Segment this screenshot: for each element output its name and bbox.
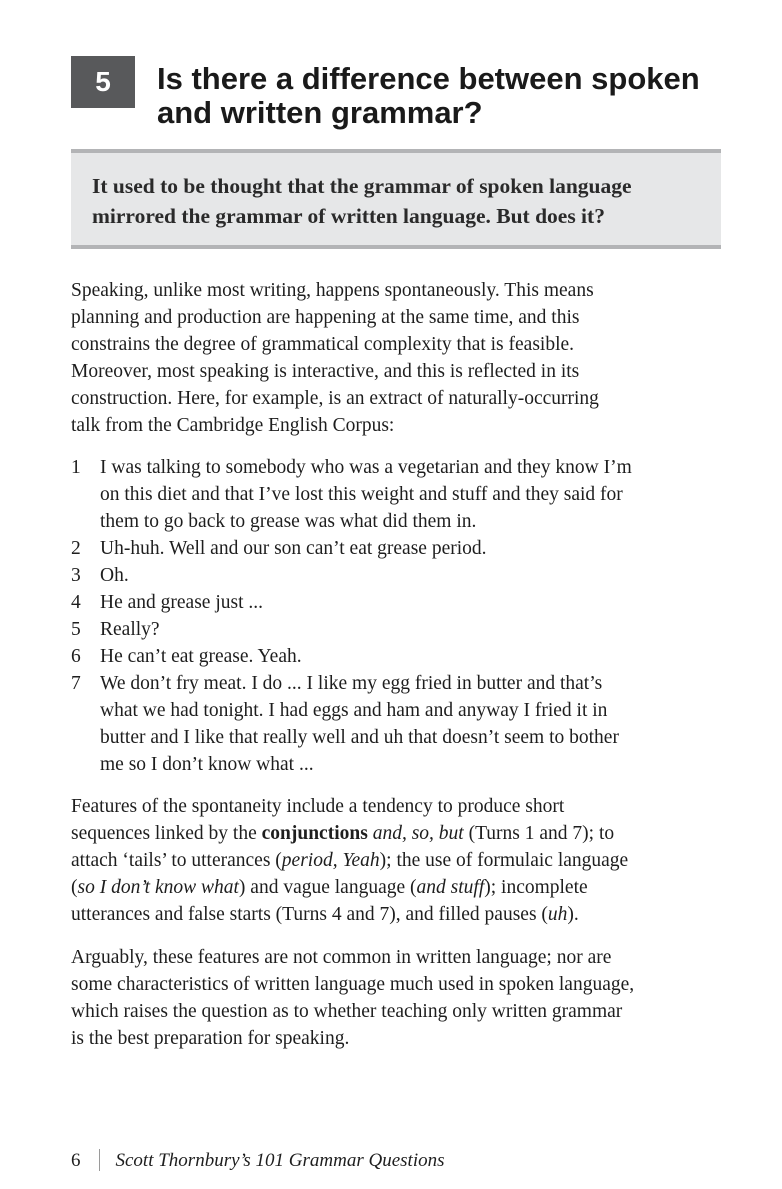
turn-line: on this diet and that I’ve lost this weight and stuff and they said for [100, 484, 623, 505]
text-run: ); incomplete [484, 877, 588, 898]
intro-box [71, 149, 721, 249]
transcript-turn [71, 616, 741, 643]
chapter-title-line: Is there a difference between spoken [157, 61, 700, 96]
footer-divider [99, 1149, 100, 1171]
turn-number: 5 [71, 619, 81, 640]
book-title: Scott Thornbury’s 101 Grammar Questions [115, 1150, 445, 1171]
text-line [71, 820, 731, 847]
turn-line: them to go back to grease was what did them in. [100, 511, 477, 532]
turn-line: I was talking to somebody who was a vegetarian and they know I’m [100, 457, 632, 478]
text-line: Arguably, these features are not common in written language; nor are [71, 947, 612, 968]
transcript-turn [71, 670, 741, 778]
text-run: (Turns 1 and 7); to [463, 823, 615, 844]
turn-number: 6 [71, 646, 81, 667]
text-line: is the best preparation for speaking. [71, 1028, 350, 1049]
key-term: conjunctions [261, 823, 368, 844]
example-text: so I don’t know what [77, 877, 239, 898]
transcript-turn [71, 643, 741, 670]
transcript-turn [71, 454, 741, 535]
page-number: 6 [71, 1150, 81, 1171]
text-run: utterances and false starts (Turns 4 and 7), and filled pauses ( [71, 904, 548, 925]
text-run: ); the use of formulaic language [379, 850, 629, 871]
page-footer [71, 1149, 445, 1173]
text-line [71, 847, 731, 874]
chapter-title-line: and written grammar? [157, 95, 483, 130]
text-run: attach ‘tails’ to utterances ( [71, 850, 282, 871]
chapter-number-badge: 5 [71, 56, 135, 108]
text-run: ) and vague language ( [238, 877, 417, 898]
text-line: Features of the spontaneity include a tendency to produce short [71, 796, 565, 817]
text-run: ( [71, 877, 78, 898]
text-line: planning and production are happening at the same time, and this [71, 307, 580, 328]
text-line: some characteristics of written language much used in spoken language, [71, 974, 635, 995]
turn-line: We don’t fry meat. I do ... I like my egg fried in butter and that’s [100, 673, 603, 694]
transcript-turn [71, 562, 741, 589]
turn-number: 4 [71, 592, 81, 613]
turn-line: butter and I like that really well and uh that doesn’t seem to bother [100, 727, 619, 748]
paragraph-intro [71, 277, 731, 439]
turn-line: Really? [100, 619, 160, 640]
turn-number: 3 [71, 565, 81, 586]
turn-line: what we had tonight. I had eggs and ham and anyway I fried it in [100, 700, 608, 721]
intro-line: It used to be thought that the grammar of spoken language [92, 174, 632, 198]
turn-line: Uh-huh. Well and our son can’t eat grease period. [100, 538, 487, 559]
text-line [71, 901, 731, 928]
chapter-title [157, 62, 737, 130]
turn-number: 7 [71, 673, 81, 694]
paragraph-conclusion [71, 944, 731, 1052]
text-line: talk from the Cambridge English Corpus: [71, 415, 395, 436]
text-run: ). [567, 904, 579, 925]
example-text: uh [547, 904, 568, 925]
text-line: Moreover, most speaking is interactive, and this is reflected in its [71, 361, 580, 382]
paragraph-features [71, 793, 731, 928]
transcript-list [71, 454, 741, 778]
text-line: Speaking, unlike most writing, happens spontaneously. This means [71, 280, 594, 301]
example-text: and stuff [416, 877, 485, 898]
text-line: which raises the question as to whether teaching only written grammar [71, 1001, 623, 1022]
text-line [71, 874, 731, 901]
turn-number: 2 [71, 538, 81, 559]
turn-line: Oh. [100, 565, 129, 586]
turn-line: me so I don’t know what ... [100, 754, 314, 775]
text-line: constrains the degree of grammatical complexity that is feasible. [71, 334, 575, 355]
transcript-turn [71, 589, 741, 616]
text-run: sequences linked by the [71, 823, 262, 844]
turn-line: He and grease just ... [100, 592, 263, 613]
turn-number: 1 [71, 457, 81, 478]
intro-line: mirrored the grammar of written language. But does it? [92, 204, 605, 228]
example-text: and, so, but [367, 823, 464, 844]
text-line: construction. Here, for example, is an extract of naturally-occurring [71, 388, 599, 409]
transcript-turn [71, 535, 741, 562]
turn-line: He can’t eat grease. Yeah. [100, 646, 302, 667]
example-text: period, Yeah [281, 850, 380, 871]
